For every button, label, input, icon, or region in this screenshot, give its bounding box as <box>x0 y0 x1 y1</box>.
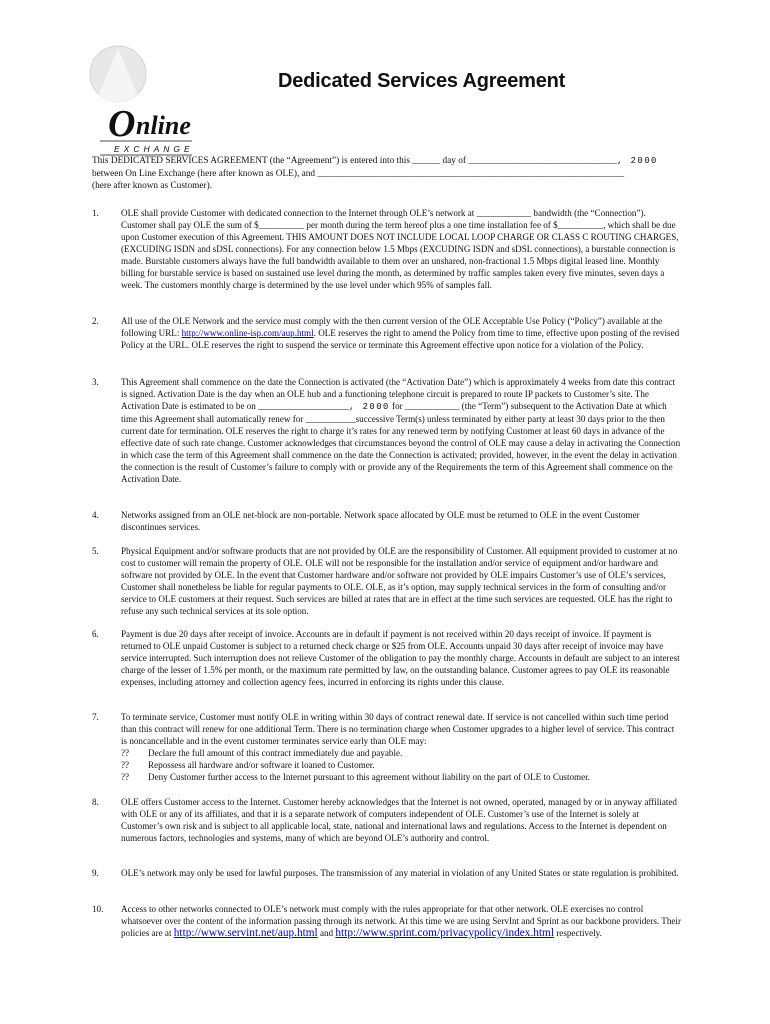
activation-year: , 2000 <box>349 402 390 412</box>
clause-number: 9. <box>92 868 99 878</box>
clause-5 <box>92 545 682 617</box>
clause-text: OLE offers Customer access to the Internet. Customer hereby acknowledges that the Internet is not owned, operated, managed by or in anyway affiliated with OLE or any of its affiliates, and that it is a separate network of computers independent of OLE. Customer’s use of the Internet is solely at Customer’s own risk and is subject to all applicable local, state, national and international laws and regulations. Access to the Internet is dependent on numerous factors, technologies and systems, many of which are beyond OLE’s authority and control. <box>121 797 677 843</box>
clause-number: 8. <box>92 797 99 807</box>
clause-2 <box>92 315 682 351</box>
intro-line-2 <box>92 168 682 181</box>
clause-text: OLE shall provide Customer with dedicated connection to the Internet through OLE’s network at ____________ bandwidth (the “Connection”). Customer shall pay OLE the sum of $__________ per month during the term hereof plus a one time installation fee of $__________, which shall be due upon Customer execution of this Agreement. THIS AMOUNT DOES NOT INCLUDE LOCAL LOOP CHARGE OR CLASS C ROUTING CHARGES, (EXCUDING ISDN and sDSL connections). For any connection below 1.5 Mbps (EXCUDING ISDN and sDSL connections), a burstable connection is made. Burstable customers always have the full bandwidth available to them over an unshared, non-fractional 1.5 Mbps digital leased line. Monthly billing for burstable service is based on sustained use level during the month, as determined by traffic samples taken every five minutes, seven days a week. The customers monthly charge is determined by the use level under which 95% of samples fall. <box>121 208 679 290</box>
list-item-text: Repossess all hardware and/or software it loaned to Customer. <box>148 760 375 770</box>
aup-link[interactable]: http://www.online-isp.com/aup.html <box>181 328 314 338</box>
clause-text <box>121 903 682 939</box>
clause-number: 7. <box>92 712 99 722</box>
clause-text: OLE’s network may only be used for lawful purposes. The transmission of any material in violation of any United States or state regulation is prohibited. <box>121 868 679 878</box>
clause-text-a: This Agreement shall commence on the date the Connection is activated (the “Activation Date”) which is approximately 4 weeks from date this contract is signed. Activation Date is the day when an OLE hub and a functioning telephone circuit is prepared to route IP packets to Customer’s site. The Activation Date is estimated to be on ____________________ <box>121 377 676 411</box>
customer-name-blank[interactable]: __________________________________________________________________ <box>317 168 625 179</box>
servint-link[interactable]: http://www.servint.net/aup.html <box>173 927 318 939</box>
month-blank[interactable]: ________________________________ <box>468 156 618 166</box>
list-item <box>121 759 682 771</box>
clause-text-a: Access to other networks connected to OLE’s network must comply with the rules appropriate for that other network. OLE exercises no control whatsoever over the content of the information passing through its network. At this time we are using ServInt and Sprint as our backbone providers. Their policies are at <box>121 904 681 938</box>
clause-text-b: . OLE reserves the right to amend the Policy from time to time, effective upon posting of the revised Policy at the URL. OLE reserves the right to suspend the service or terminate this Agreement effective upon notice for a violation of the Policy. <box>121 328 680 350</box>
clause-text: Payment is due 20 days after receipt of invoice. Accounts are in default if payment is not received within 20 days receipt of invoice. If payment is returned to OLE unpaid Customer is subject to a returned check charge or $25 from OLE. Accounts unpaid 30 days after receipt of invoice may have service interrupted. Such interruption does not relieve Customer of the obligation to pay the monthly charge. Accounts in default are subject to an interest charge of the lesser of 1.5% per month, or the maximum rate permitted by law, on the outstanding balance. Customer agrees to pay OLE its reasonable expenses, including attorney and collection agency fees, incurred in enforcing its rights under this clause. <box>121 629 680 687</box>
clause-10 <box>92 903 682 939</box>
intro-text-1: This DEDICATED SERVICES AGREEMENT (the “Agreement”) is entered into this <box>92 156 413 166</box>
intro-paragraph <box>92 155 682 193</box>
clause-text-c: respectively. <box>553 928 602 938</box>
day-blank[interactable]: ______ <box>412 156 441 166</box>
clause-8 <box>92 796 682 844</box>
clause-text: Physical Equipment and/or software products that are not provided by OLE are the responsibility of Customer. All equipment provided to customer at no cost to customer will remain the property of OLE. OLE will not be responsible for the installation and/or service of equipment and/or hardware and software not provided by OLE. In the event that Customer hardware and/or software not provided by OLE impairs Customer’s use of OLE’s services, Customer shall nonetheless be liable for regular payments to OLE. OLE, as it’s option, may supply technical services in the form of consulting and/or service to OLE customers at their request. Such services are billed at rates that are in effect at the time such services are requested. OLE has the right to refuse any such technical services at its sole option. <box>121 546 678 616</box>
clause-number: 3. <box>92 377 99 387</box>
list-item-text: Declare the full amount of this contract immediately due and payable. <box>148 748 403 758</box>
clause-3 <box>92 376 682 485</box>
logo-subword: EXCHANGE <box>114 144 194 154</box>
logo-letter-o: O <box>108 103 136 145</box>
intro-text-3: between On Line Exchange (here after known as OLE), and <box>92 168 318 179</box>
clause-number: 1. <box>92 208 99 218</box>
clause-number: 4. <box>92 510 99 520</box>
sprint-link[interactable]: http://www.sprint.com/privacypolicy/index.html <box>335 927 554 939</box>
clause-text-b: for ____________ (the “Term”) subsequent to the Activation Date at which time this Agreement shall automatically renew for ___________successive Term(s) unless terminated by either party at least 30 days prior to the then current date for termination. OLE reserves the right to charge it’s rates for any renewed term by notifying Customer at least 60 days in advance of the effective date of such rate change. Customer acknowledges that circumstances beyond the control of OLE may cause a delay in activating the Connection in which case the term of this Agreement shall commence on the date the Connection is activated; provided, however, in the event the delay in activation the connection is the result of Customer’s failure to comply with or provide any of the Requirements the term of this Agreement shall commence on the Activation Date. <box>121 401 681 484</box>
list-item-text: Deny Customer further access to the Internet pursuant to this agreement without liability on the part of OLE to Customer. <box>148 772 590 782</box>
clause-text: Networks assigned from an OLE net-block are non-portable. Network space allocated by OLE must be returned to OLE in the event Customer discontinues services. <box>121 510 640 532</box>
clause-number: 5. <box>92 546 99 556</box>
clause-text: To terminate service, Customer must notify OLE in writing within 30 days of contract renewal date. If service is not cancelled within such time period than this contract will renew for one additional Term. There is no termination charge when Customer upgrades to a higher level of service. This contract is noncancellable and in the event customer terminates service early than OLE may: <box>121 712 675 746</box>
online-exchange-logo <box>86 44 194 164</box>
clause-number: 6. <box>92 629 99 639</box>
clause-text <box>121 376 682 485</box>
clause-4 <box>92 509 682 533</box>
bullet-marker: ?? <box>121 760 130 770</box>
list-item <box>121 747 682 759</box>
intro-year: , 2000 <box>617 156 658 166</box>
logo-word: nline <box>136 111 191 140</box>
intro-line-1 <box>92 155 682 168</box>
bullet-marker: ?? <box>121 748 130 758</box>
clause-6 <box>92 628 682 688</box>
clause-number: 2. <box>92 316 99 326</box>
clause-number: 10. <box>92 904 104 914</box>
document-title: Dedicated Services Agreement <box>278 70 566 92</box>
clause-9 <box>92 867 682 879</box>
clause-1 <box>92 207 682 291</box>
list-item <box>121 771 682 783</box>
intro-line-3: (here after known as Customer). <box>92 181 213 192</box>
clause-text <box>121 315 682 351</box>
clause-text-b: and <box>317 928 336 938</box>
intro-text-2: day of <box>440 156 469 166</box>
bullet-marker: ?? <box>121 772 130 782</box>
clause-7 <box>92 711 682 783</box>
clause-text-a: All use of the OLE Network and the service must comply with the then current version of the OLE Acceptable Use Policy (“Policy”) available at the following URL: <box>121 316 663 338</box>
